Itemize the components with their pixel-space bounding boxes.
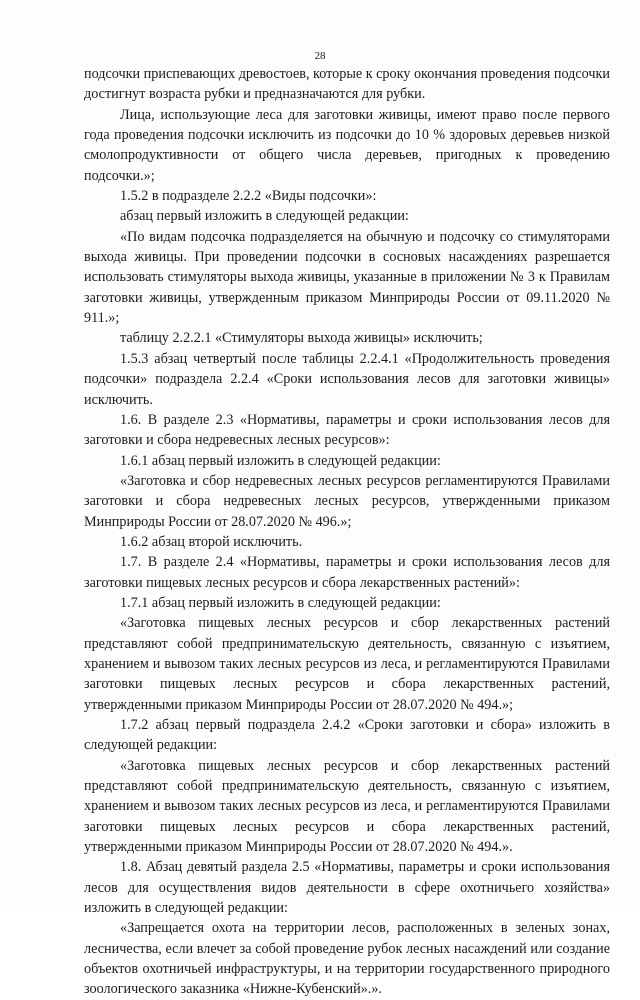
paragraph-quote-non-timber: «Заготовка и сбор недревесных лесных ресурсов регламентируются Правилами заготовки и сбора недревесных лесных ресурсов, утвержденными приказом Минприроды России от 28.07.2020 № 496.»; <box>84 472 610 530</box>
item-1-7-1: 1.7.1 абзац первый изложить в следующей редакции: <box>120 594 441 611</box>
paragraph-quote-food-resources-1: «Заготовка пищевых лесных ресурсов и сбор лекарственных растений представляют собой предпринимательскую деятельность, связанную с изъятием, хранением и вывозом таких лесных ресурсов из леса, и регламентируются Правилами заготовки пищевых лесных ресурсов и сбора лекарственных растений, утвержденными приказом Минприроды России от 28.07.2020 № 494.»; <box>84 615 610 713</box>
paragraph-instruction: абзац первый изложить в следующей редакции: <box>120 208 409 225</box>
paragraph-quote-hunting: «Запрещается охота на территории лесов, расположенных в зеленых зонах, лесничества, если влечет за собой проведение рубок лесных насаждений или создание объектов охотничьей инфраструктуры, и на территории государственного природного зоологического заказника «Нижне-Кубенский».». <box>84 920 610 998</box>
item-1-6-2: 1.6.2 абзац второй исключить. <box>120 533 303 550</box>
item-1-5-2: 1.5.2 в подразделе 2.2.2 «Виды подсочки»: <box>120 188 377 205</box>
item-1-5-3: 1.5.3 абзац четвертый после таблицы 2.2.4.1 «Продолжительность проведения подсочки» подраздела 2.2.4 «Сроки использования лесов для заготовки живицы» исключить. <box>84 350 610 408</box>
paragraph-quote-tapping-types: «По видам подсочка подразделяется на обычную и подсочку со стимуляторами выхода живицы. При проведении подсочки в сосновых насаждениях разрешается использовать стимуляторы выхода живицы, указанные в приложении № 3 к Правилам заготовки живицы, утвержденным приказом Минприроды России от 09.11.2020 № 911.»; <box>84 228 610 327</box>
paragraph-quote-food-resources-2: «Заготовка пищевых лесных ресурсов и сбор лекарственных растений представляют собой предпринимательскую деятельность, связанную с изъятием, хранением и вывозом таких лесных ресурсов из леса, и регламентируются Правилами заготовки пищевых лесных ресурсов и сбора лекарственных растений, утвержденными приказом Минприроды России от 28.07.2020 № 494.». <box>84 757 610 856</box>
document-body <box>84 64 610 1000</box>
paragraph-tapping-exclusion: Лица, использующие леса для заготовки живицы, имеют право после первого года проведения подсочки исключить из подсочки до 10 % здоровых деревьев низкой смолопродуктивности от общего числа деревьев, пригодных к проведению подсочки.»; <box>84 106 610 184</box>
item-1-6-1: 1.6.1 абзац первый изложить в следующей редакции: <box>120 452 441 469</box>
item-1-8: 1.8. Абзац девятый раздела 2.5 «Нормативы, параметры и сроки использования лесов для осуществления видов деятельности в сфере охотничьего хозяйства» изложить в следующей редакции: <box>84 859 610 917</box>
item-1-7: 1.7. В разделе 2.4 «Нормативы, параметры и сроки использования лесов для заготовки пищевых лесных ресурсов и сбора лекарственных растений»: <box>84 554 610 591</box>
page-number: 28 <box>314 50 326 62</box>
paragraph-continuation: подсочки приспевающих древостоев, которые к сроку окончания проведения подсочки достигнут возраста рубки и предназначаются для рубки. <box>84 66 611 103</box>
paragraph-table-exclusion: таблицу 2.2.2.1 «Стимуляторы выхода живицы» исключить; <box>120 330 483 347</box>
item-1-6: 1.6. В разделе 2.3 «Нормативы, параметры и сроки использования лесов для заготовки и сбора недревесных лесных ресурсов»: <box>84 411 610 449</box>
item-1-7-2: 1.7.2 абзац первый подраздела 2.4.2 «Сроки заготовки и сбора» изложить в следующей редакции: <box>84 717 610 754</box>
